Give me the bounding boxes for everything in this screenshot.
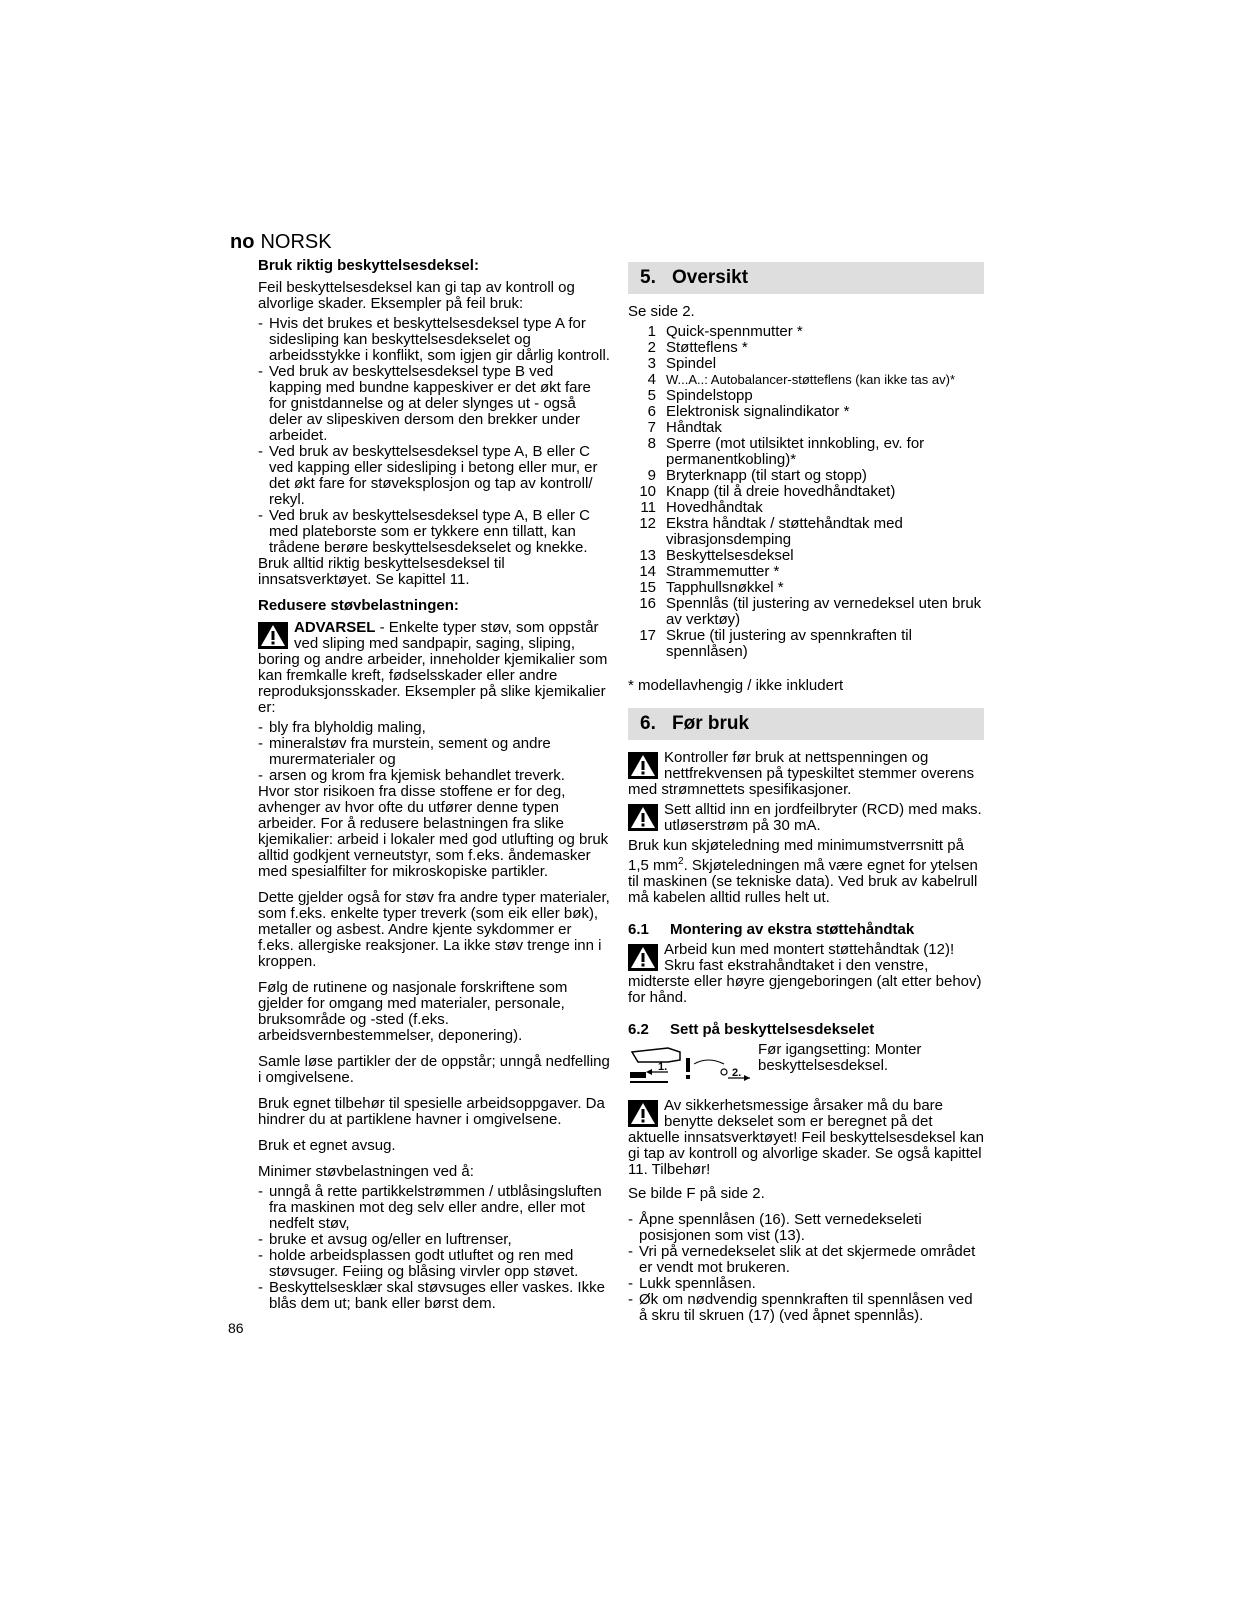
list-item: - Hvis det brukes et beskyttelsesdeksel type A for sidesliping kan beskyttelsesdekselet og arbeidsstykke i konflikt, som igjen gir dårlig kontroll. (258, 316, 610, 364)
list-item: 6 Elektronisk signalindikator * (647, 403, 850, 420)
figure-label-2: 2. (732, 1067, 742, 1079)
list-item: 15 Tapphullsnøkkel * (639, 579, 784, 596)
paragraph: Se bilde F på side 2. (628, 1185, 765, 1202)
warning-text: Arbeid kun med montert støttehåndtak (12)! Skru fast ekstrahåndtaket i den venstre, midterste eller høyre gjengeboringen (alt etter behov) for hånd. (628, 941, 982, 1006)
warning-block (258, 620, 610, 716)
list-item: - Åpne spennlåsen (16). Sett vernedekseleti posisjonen som vist (13). (628, 1212, 984, 1244)
list-item: - arsen og krom fra kjemisk behandlet treverk. (258, 768, 610, 784)
paragraph: Se side 2. (628, 303, 695, 320)
list-item: - bly fra blyholdig maling, (258, 720, 610, 736)
paragraph: Dette gjelder også for støv fra andre typer materialer, som f.eks. enkelte typer treverk (som eik eller bøk), metaller og asbest. Andre kjente sykdommer er f.eks. allergiske reaksjoner. La ikke støv trenge inn i kroppen. (258, 889, 610, 970)
section-title: Oversikt (672, 267, 749, 288)
list-item: - Beskyttelsesklær skal støvsuges eller vaskes. Ikke blås dem ut; bank eller børst dem. (258, 1280, 610, 1312)
section-5-heading (628, 262, 984, 294)
warning-icon (258, 622, 288, 649)
left-column (258, 258, 610, 1312)
warning-text: Av sikkerhetsmessige årsaker må du bare benytte dekselet som er beregnet på det aktuelle innsatsverktøyet! Feil beskyttelsesdeksel kan gi tap av kontroll og alvorlige skader. Se også kapittel 11. Tilbehør! (628, 1097, 984, 1178)
warning-block (628, 750, 984, 798)
language-name: NORSK (260, 231, 332, 253)
minimize-list (258, 1184, 610, 1312)
heading-reduce-dust: Redusere støvbelastningen: (258, 597, 459, 614)
warning-label: ADVARSEL (294, 619, 376, 636)
subsection-6-2-heading: 6.2 Sett på beskyttelsesdekselet (628, 1021, 875, 1038)
list-item: 13 Beskyttelsesdeksel (639, 547, 794, 564)
section-number: 6. (640, 713, 656, 734)
paragraph: Minimer støvbelastningen ved å: (258, 1163, 474, 1180)
list-item: 12 Ekstra håndtak / støttehåndtak med vibrasjonsdemping (639, 515, 903, 548)
list-item: 10 Knapp (til å dreie hovedhåndtaket) (639, 483, 896, 500)
list-item: 14 Strammemutter * (639, 563, 780, 580)
overview-list (628, 324, 984, 660)
paragraph: Bruk egnet tilbehør til spesielle arbeidsoppgaver. Da hindrer du at partiklene havner i omgivelsene. (258, 1095, 605, 1128)
warning-icon (628, 944, 658, 971)
list-item: - Ved bruk av beskyttelsesdeksel type B ved kapping med bundne kappeskiver er det økt fare for gnistdannelse og at deler slynges ut - også deler av slipeskiven dersom den brekker under arbeidet. (258, 364, 610, 444)
warning-icon (628, 804, 658, 831)
paragraph: Hvor stor risikoen fra disse stoffene er for deg, avhenger av hvor ofte du utfører denne typen arbeider. For å redusere belastningen fra slike kjemikalier: arbeid i lokaler med god utlufting og bruk alltid godkjent verneutstyr, som f.eks. åndemasker med spesialfilter for mikroskopiske partikler. (258, 783, 609, 880)
figure-caption: Før igangsetting: Monter beskyttelsesdeksel. (758, 1042, 922, 1074)
paragraph-cable: Bruk kun skjøteledning med minimumstverrsnitt på 1,5 $mm^2$. Skjøteledningen må være egnet for ytelsen til maskinen (se tekniske data). Ved bruk av kabelrull må kabelen alltid rulles helt ut. (628, 837, 978, 906)
heading-correct-guard: Bruk riktig beskyttelsesdeksel: (258, 257, 479, 274)
warning-text: - Enkelte typer støv, som oppstår ved sliping med sandpapir, saging, sliping, boring og andre arbeider, inneholder kjemikalier som kan fremkalle kreft, fødselsskader eller andre reproduksjonsskader. Eksempler på slike kjemikalier er: (258, 619, 608, 716)
list-item: - holde arbeidsplassen godt utluftet og ren med støvsuger. Feiing og blåsing virvler opp støvet. (258, 1248, 610, 1280)
paragraph: Bruk et egnet avsug. (258, 1137, 396, 1154)
warning-block (628, 1098, 984, 1178)
figure-block (628, 1042, 984, 1090)
paragraph: Feil beskyttelsesdeksel kan gi tap av kontroll og alvorlige skader. Eksempler på feil bruk: (258, 279, 575, 312)
section-title: Før bruk (672, 713, 750, 734)
list-item: - Ved bruk av beskyttelsesdeksel type A, B eller C ved kapping eller sidesliping i betong eller mur, er det økt fare for støveksplosjon og tap av kontroll/ rekyl. (258, 444, 610, 508)
list-item: 2 Støtteflens * (647, 339, 748, 356)
right-column (628, 262, 984, 1324)
section-6-heading (628, 708, 984, 740)
section-number: 5. (640, 267, 656, 288)
list-item: - mineralstøv fra murstein, sement og andre murermaterialer og (258, 736, 610, 768)
paragraph: Samle løse partikler der de oppstår; unngå nedfelling i omgivelsene. (258, 1053, 610, 1086)
list-item: 5 Spindelstopp (647, 387, 753, 404)
warning-text: Kontroller før bruk at nettspenningen og nettfrekvensen på typeskiltet stemmer overens med strømnettets spesifikasjoner. (628, 749, 975, 798)
page-number: 86 (228, 1320, 244, 1336)
list-item: 17 Skrue (til justering av spennkraften til spennlåsen) (639, 627, 912, 660)
list-item: 9 Bryterknapp (til start og stopp) (647, 467, 867, 484)
list-item: - Lukk spennlåsen. (628, 1276, 984, 1292)
footnote: * modellavhengig / ikke inkludert (628, 677, 844, 694)
list-item: - unngå å rette partikkelstrømmen / utblåsingsluften fra maskinen mot deg selv eller andre, eller mot nedfelt støv, (258, 1184, 610, 1232)
list-item: 16 Spennlås (til justering av vernedeksel uten bruk av verktøy) (639, 595, 982, 628)
list-item: 8 Sperre (mot utilsiktet innkobling, ev. for permanentkobling)* (647, 435, 925, 468)
warning-block (628, 802, 984, 834)
warning-block (628, 942, 984, 1006)
list-item: 11 Hovedhåndtak (640, 499, 763, 516)
list-item: - Vri på vernedekselet slik at det skjermede området er vendt mot brukeren. (628, 1244, 984, 1276)
list-item: - bruke et avsug og/eller en luftrenser, (258, 1232, 610, 1248)
warning-icon (628, 1100, 658, 1127)
warning-text: Sett alltid inn en jordfeilbryter (RCD) med maks. utløserstrøm på 30 mA. (664, 801, 982, 834)
wrong-use-list (258, 316, 610, 556)
chemicals-list (258, 720, 610, 784)
list-item: 4 W...A..: Autobalancer-støtteflens (kan ikke tas av)* (647, 371, 956, 388)
list-item: 1 Quick-spennmutter * (647, 323, 803, 340)
list-item: 7 Håndtak (647, 419, 722, 436)
subsection-6-1-heading: 6.1 Montering av ekstra støttehåndtak (628, 921, 915, 938)
paragraph: Bruk alltid riktig beskyttelsesdeksel til innsatsverktøyet. Se kapittel 11. (258, 555, 505, 588)
grinder-guard-figure (628, 1042, 754, 1088)
list-item: - Ved bruk av beskyttelsesdeksel type A, B eller C med plateborste som er tykkere enn tillatt, kan trådene berøre beskyttelsesdekselet og knekke. (258, 508, 610, 556)
language-code: no (230, 231, 255, 253)
figure-label-1: 1. (658, 1061, 668, 1073)
warning-icon (628, 752, 658, 779)
list-item: 3 Spindel (647, 355, 717, 372)
paragraph: Følg de rutinene og nasjonale forskriftene som gjelder for omgang med materialer, personale, bruksområde og -sted (f.eks. arbeidsvernbestemmelser, deponering). (258, 979, 568, 1044)
list-item: - Øk om nødvendig spennkraften til spennlåsen ved å skru til skruen (17) (ved åpnet spennlås). (628, 1292, 984, 1324)
steps-list (628, 1212, 984, 1324)
language-header (230, 230, 332, 254)
